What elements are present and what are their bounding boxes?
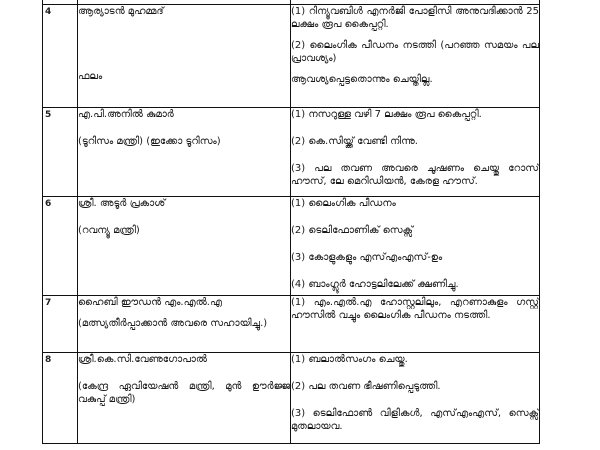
allegation-item: (3) പല തവണ അവരെ ചൂഷണം ചെയ്തു റോസ് ഹൗസ്, ലേ മെറിഡിയന്‍, കേരള ഹൗസ്. — [291, 163, 539, 187]
allegation-item: (1) റിന്യൂവബിള്‍ എനര്‍ജി പോളിസി അനുവദിക്കാന്‍ 25 ലക്ഷം രൂപ കൈപ്പറ്റി. — [291, 6, 539, 30]
name-cell — [78, 353, 291, 444]
description-cell — [291, 296, 540, 353]
person-name: എ.പി.അനില്‍ കുമാര്‍ — [78, 109, 174, 120]
row-number-cell — [43, 296, 78, 353]
result-label: ഫലം — [78, 71, 103, 82]
table-row — [43, 353, 540, 444]
table-row — [43, 108, 540, 197]
allegation-item: (1) നസറുള്ള വഴി 7 ലക്ഷം രൂപ കൈപ്പറ്റി. — [291, 109, 482, 120]
row-number-cell — [43, 5, 78, 108]
row-number-cell — [43, 108, 78, 197]
table-row — [43, 296, 540, 353]
description-cell — [291, 197, 540, 296]
person-title: (ടൂറിസം മന്ത്രി) (ഇക്കോ ടൂറിസം) — [78, 136, 221, 147]
name-cell — [78, 108, 291, 197]
description-cell — [291, 353, 540, 444]
name-cell — [78, 197, 291, 296]
person-name: ശ്രീ. അടൂര്‍ പ്രകാശ് — [78, 198, 166, 209]
allegation-item: (2) കെ.സിയ്ക്ക് വേണ്ടി നിന്നു. — [291, 136, 418, 147]
row-number: 8 — [45, 355, 52, 365]
person-title: (മത്സ്യതീര്‍പ്പാക്കാന്‍ അവരെ സഹായിച്ചു.) — [78, 318, 268, 329]
allegation-item: (2) പല തവണ ഭീഷണിപ്പെടുത്തി. — [291, 381, 441, 392]
allegation-item: (3) കോളുകളും എസ്എംഎസ്-ഉം — [291, 252, 443, 263]
person-name: ഹൈബി ഈഡന്‍ എം.എല്‍.എ — [78, 297, 222, 308]
row-number: 6 — [45, 199, 52, 209]
name-cell — [78, 296, 291, 353]
person-title: (കേന്ദ്ര ഏവിയേഷന്‍ മന്ത്രി, മുന്‍ ഊര്‍ജ്ജ വകുപ്പ് മന്ത്രി) — [78, 381, 290, 405]
allegation-item: (1) ബലാല്‍സംഗം ചെയ്തു. — [291, 354, 408, 365]
allegation-item: (1) ലൈംഗിക പീഡനം — [291, 198, 396, 209]
allegation-item: (2) ടെലിഫോണിക് സെക്സ് — [291, 225, 413, 236]
allegation-item: (3) ടെലിഫോണ്‍ വിളികള്‍, എസ്എംഎസ്, സെക്സ് മുതലായവ. — [291, 408, 539, 432]
row-number: 7 — [45, 298, 52, 308]
allegation-item: (4) ബാംഗ്ലൂര്‍ ഹോട്ടലിലേക്ക് ക്ഷണിച്ചു. — [291, 279, 459, 290]
allegation-item: (2) ലൈംഗിക പീഡനം നടത്തി (പറഞ്ഞ സമയം പല പ്രാവശ്യം) — [291, 40, 539, 64]
table-row — [43, 197, 540, 296]
row-number-cell — [43, 197, 78, 296]
description-cell — [291, 108, 540, 197]
person-name: ശ്രീ.കെ.സി.വേണുഗോപാല്‍ — [78, 354, 207, 365]
allegations-table — [42, 0, 540, 444]
description-cell — [291, 5, 540, 108]
row-number-cell — [43, 353, 78, 444]
person-name: ആര്യാടന്‍ മുഹമ്മദ് — [78, 6, 164, 17]
table-row — [43, 5, 540, 108]
allegation-item: (1) എം.എല്‍.എ ഹോസ്റ്റലിലും, എറണാകുളം ഗസ്റ്റ് ഹൗസില്‍ വച്ചും ലൈംഗിക പീഡനം നടത്തി. — [291, 297, 539, 321]
name-cell — [78, 5, 291, 108]
row-number: 5 — [45, 110, 52, 120]
person-title: (റവന്യൂ മന്ത്രി) — [78, 225, 140, 236]
row-number: 4 — [45, 7, 52, 17]
allegation-item: ആവശ്യപ്പെട്ടതൊന്നും ചെയ്തില്ല. — [291, 74, 433, 85]
